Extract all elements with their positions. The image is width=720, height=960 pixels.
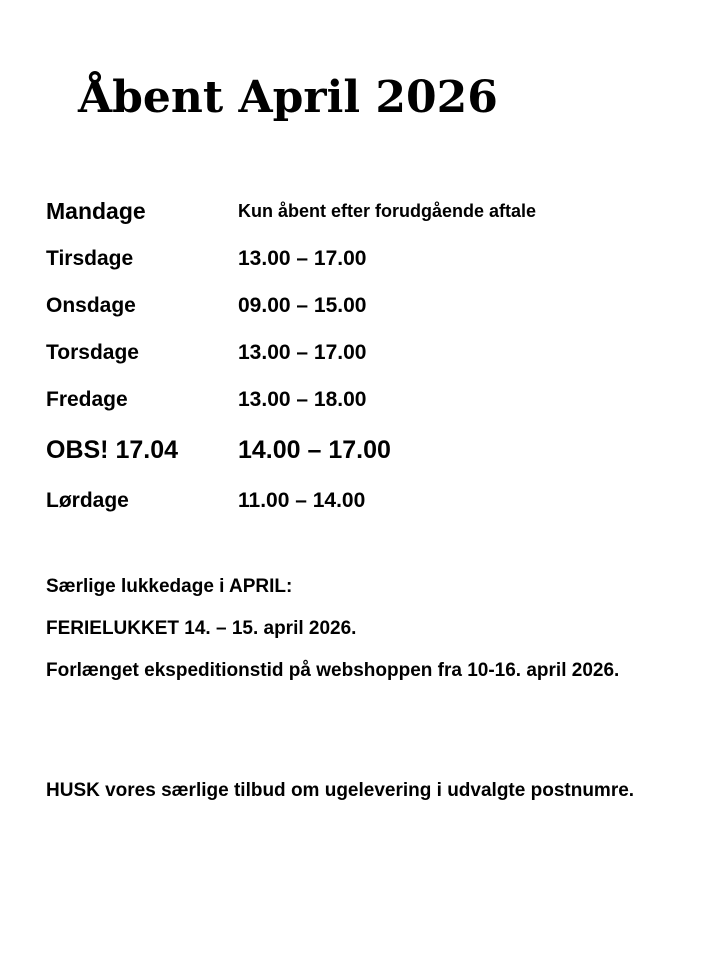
schedule-hours: 13.00 – 17.00 <box>238 341 367 364</box>
schedule-hours: 13.00 – 17.00 <box>238 247 367 270</box>
schedule-hours: Kun åbent efter forudgående aftale <box>238 201 537 221</box>
schedule-hours: 13.00 – 18.00 <box>238 388 367 411</box>
schedule-hours: 14.00 – 17.00 <box>238 436 391 464</box>
page-title: Åbent April 2026 <box>78 72 498 123</box>
schedule-row-thursday <box>46 329 686 376</box>
schedule-day: Onsdage <box>46 294 136 317</box>
opening-hours-table <box>46 188 686 524</box>
schedule-day: Fredage <box>46 388 128 411</box>
schedule-day: Tirsdage <box>46 247 134 270</box>
schedule-row-friday <box>46 376 686 423</box>
schedule-day: Mandage <box>46 198 146 224</box>
schedule-day: OBS! 17.04 <box>46 436 179 464</box>
schedule-row-monday <box>46 188 686 235</box>
closing-days-heading: Særlige lukkedage i APRIL: <box>46 576 293 597</box>
schedule-hours: 11.00 – 14.00 <box>238 489 366 512</box>
schedule-row-tuesday <box>46 235 686 282</box>
schedule-row-special-notice <box>46 423 686 477</box>
schedule-hours: 09.00 – 15.00 <box>238 294 367 317</box>
closing-notes <box>46 566 686 692</box>
schedule-row-saturday <box>46 477 686 524</box>
schedule-day: Lørdage <box>46 489 129 512</box>
schedule-day: Torsdage <box>46 341 139 364</box>
schedule-row-wednesday <box>46 282 686 329</box>
reminder-block <box>46 770 686 812</box>
holiday-closure-text: FERIELUKKET 14. – 15. april 2026. <box>46 618 357 639</box>
webshop-notice-text: Forlænget ekspeditionstid på webshoppen fra 10-16. april 2026. <box>46 660 620 681</box>
delivery-reminder-text: HUSK vores særlige tilbud om ugelevering i udvalgte postnumre. <box>46 780 635 801</box>
